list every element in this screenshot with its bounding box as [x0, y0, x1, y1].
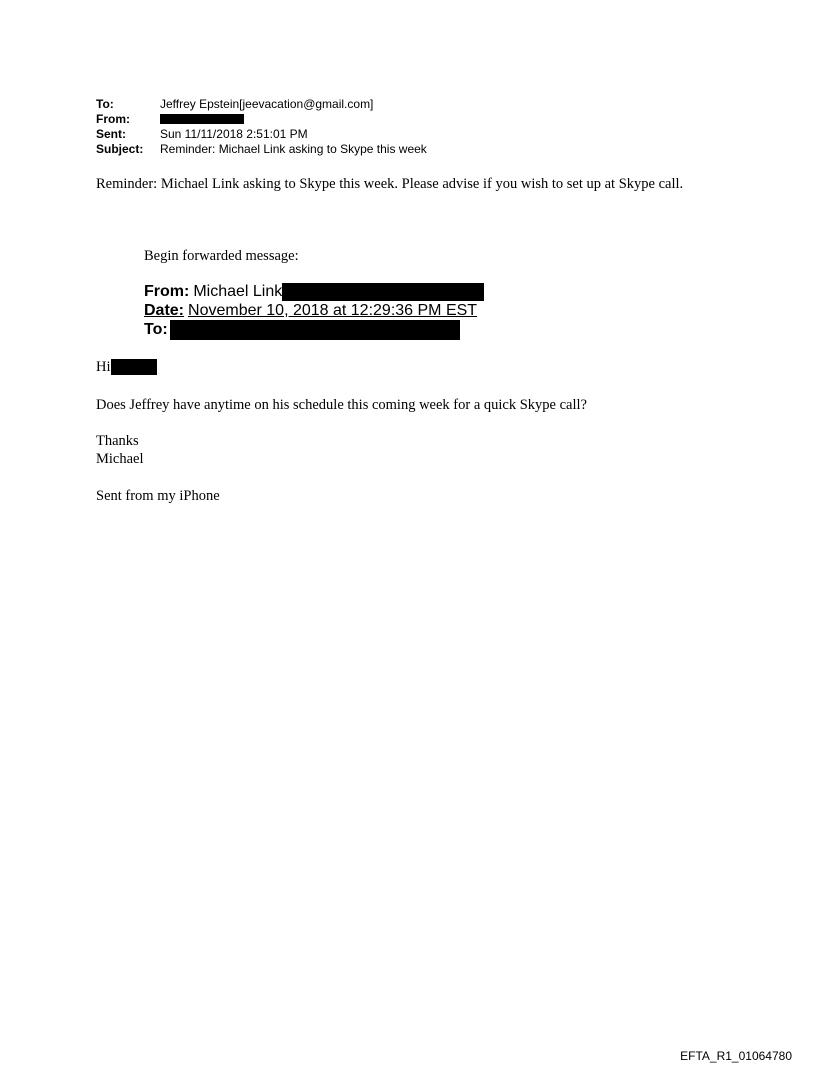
- redaction-bar: [170, 320, 460, 340]
- fwd-date-row: [144, 301, 484, 320]
- email-header: [96, 97, 427, 157]
- subject-row: [96, 142, 427, 157]
- redaction-bar: [111, 359, 157, 375]
- fwd-to-label: To:: [144, 321, 168, 338]
- fwd-to-row: [144, 320, 484, 339]
- to-label: To:: [96, 97, 114, 111]
- fwd-from-label: From:: [144, 283, 190, 300]
- subject-label: Subject:: [96, 142, 144, 156]
- question-paragraph: Does Jeffrey have anytime on his schedule this coming week for a quick Skype call?: [96, 397, 587, 413]
- redaction-bar: [282, 283, 484, 301]
- from-label: From:: [96, 112, 130, 126]
- signature-line: Michael: [96, 451, 144, 467]
- sent-label: Sent:: [96, 127, 126, 141]
- forwarded-header: [144, 282, 484, 339]
- document-id: EFTA_R1_01064780: [680, 1049, 792, 1063]
- reminder-paragraph: Reminder: Michael Link asking to Skype this week. Please advise if you wish to set up at Skype call.: [96, 176, 684, 192]
- to-value: Jeffrey Epstein[jeevacation@gmail.com]: [160, 97, 374, 111]
- greeting-text: Hi: [96, 359, 111, 375]
- fwd-date-value: November 10, 2018 at 12:29:36 PM EST: [188, 302, 478, 319]
- fwd-date-label: Date:: [144, 302, 185, 319]
- sent-from-line: Sent from my iPhone: [96, 488, 220, 504]
- subject-value: Reminder: Michael Link asking to Skype this week: [160, 142, 427, 156]
- thanks-line: Thanks: [96, 433, 139, 449]
- forwarded-intro: Begin forwarded message:: [144, 248, 299, 264]
- greeting-line: [96, 358, 736, 376]
- fwd-from-value: Michael Link: [193, 283, 283, 300]
- closing-block: [96, 432, 736, 468]
- sent-row: [96, 127, 427, 142]
- from-row: [96, 112, 427, 127]
- sent-value: Sun 11/11/2018 2:51:01 PM: [160, 127, 308, 141]
- to-row: [96, 97, 427, 112]
- redaction-bar: [160, 114, 244, 124]
- fwd-from-row: [144, 282, 484, 301]
